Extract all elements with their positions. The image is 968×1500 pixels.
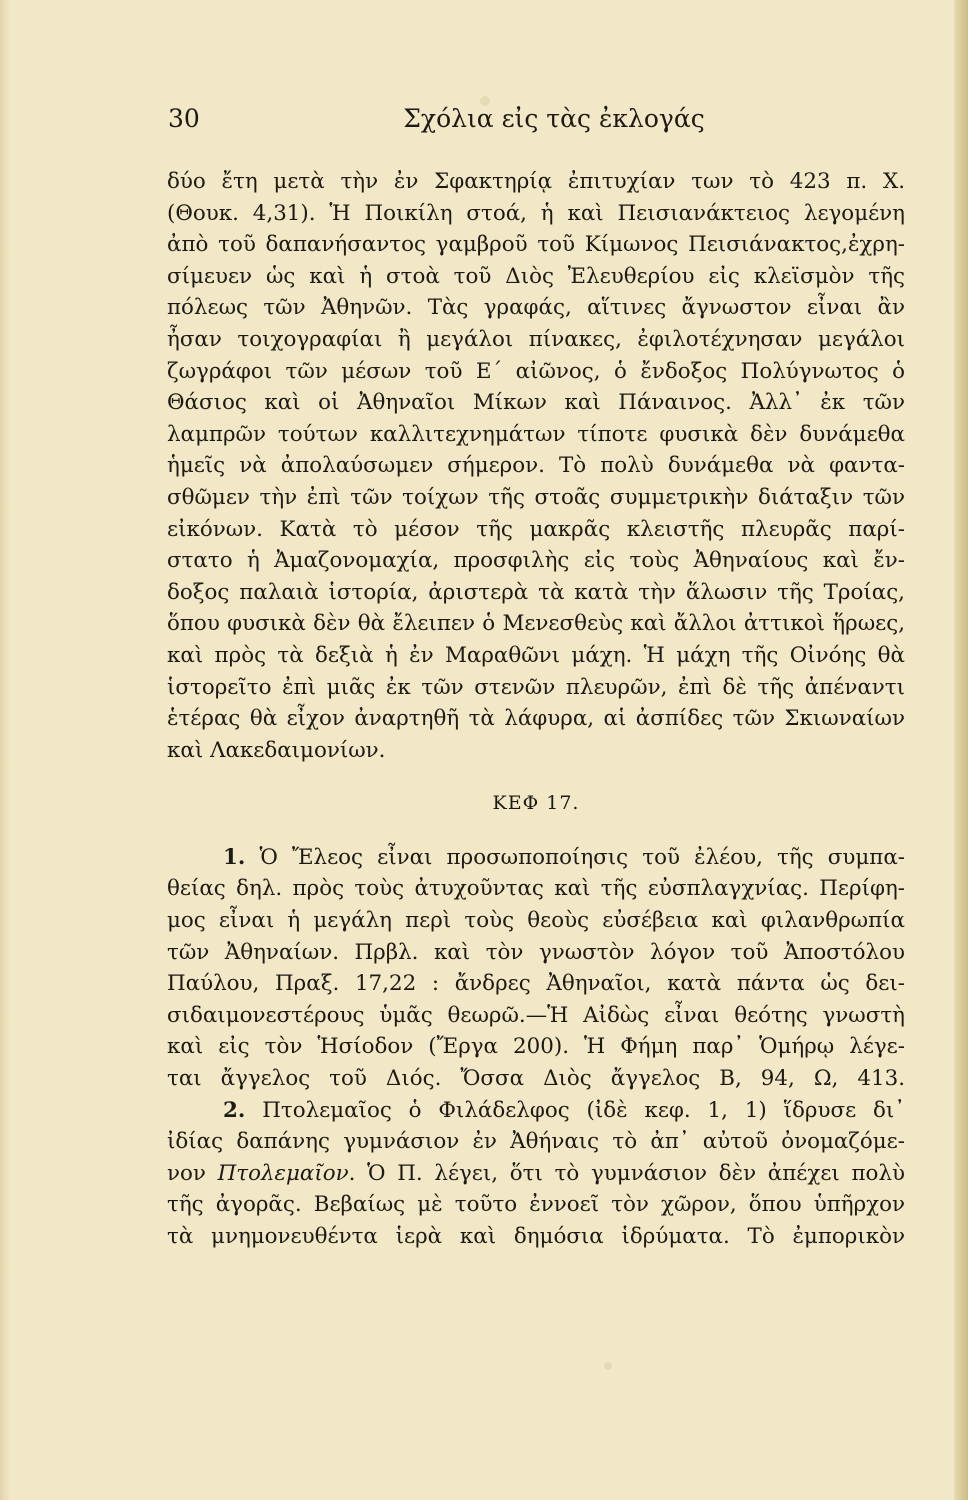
running-title: Σχόλια εἰς τὰς ἐκλογάς [403,104,705,133]
text-line: δοξος παλαιὰ ἱστορία, ἀριστερὰ τὰ κατὰ τὴν ἅλωσιν τῆς Τροίας, [167,579,905,605]
text-line: ἀπὸ τοῦ δαπανήσαντος γαμβροῦ τοῦ Κίμωνος Πεισιάνακτος,ἐχρη- [167,232,905,258]
paragraph-3 [167,1095,905,1253]
text-line: θείας δηλ. πρὸς τοὺς ἀτυχοῦντας καὶ τῆς εὐσπλαγχνίας. Περίφη- [167,876,905,902]
text-line: Θάσιος καὶ οἱ Ἀθηναῖοι Μίκων καὶ Πάναινος. Ἀλλ᾽ ἐκ τῶν [167,390,905,416]
paragraph-1 [167,166,905,766]
page-edge-right [954,0,968,1500]
text-line [167,1158,905,1190]
text-line: σθῶμεν τὴν ἐπὶ τῶν τοίχων τῆς στοᾶς συμμετρικὴν διάταξιν τῶν [167,484,905,510]
note-number: 2. [223,1097,246,1123]
text-line: στατο ἡ Ἀμαζονομαχία, προσφιλὴς εἰς τοὺς Ἀθηναίους καὶ ἔν- [167,548,905,574]
page-header [160,104,908,144]
text-line-content: Ὁ Ἔλεος εἶναι προσωποποίησις τοῦ ἐλέου, τῆς συμπα- [259,844,905,870]
paragraph-2 [167,842,905,1095]
text-fragment: νον [167,1160,206,1186]
text-line: τῆς ἀγορᾶς. Βεβαίως μὲ τοῦτο ἐννοεῖ τὸν χῶρον, ὅπου ὑπῆρχον [167,1192,905,1218]
text-line: ὅπου φυσικὰ δὲν θὰ ἔλειπεν ὁ Μενεσθεὺς καὶ ἄλλοι ἀττικοὶ ἥρωες, [167,611,905,637]
text-line: ἑτέρας θὰ εἶχον ἀναρτηθῆ τὰ λάφυρα, αἱ ἀσπίδες τῶν Σκιωναίων [167,706,905,732]
text-line: ἰδίας δαπάνης γυμνάσιον ἐν Ἀθήναις τὸ ἀπ᾽ αὐτοῦ ὀνομαζόμε- [167,1129,905,1155]
text-line: καὶ πρὸς τὰ δεξιὰ ἡ ἐν Μαραθῶνι μάχη. Ἡ μάχη τῆς Οἰνόης θὰ [167,642,905,668]
text-line: ἱστορεῖτο ἐπὶ μιᾶς ἐκ τῶν στενῶν πλευρῶν, ἐπὶ δὲ τῆς ἀπέναντι [167,674,905,700]
text-line: Παύλου, Πραξ. 17,22 : ἄνδρες Ἀθηναῖοι, κατὰ πάντα ὡς δει- [167,971,905,997]
paper-stain [604,1362,612,1370]
text-line [167,842,905,874]
text-line: καὶ εἰς τὸν Ἡσίοδον (Ἔργα 200). Ἡ Φήμη παρ᾽ Ὁμήρῳ λέγε- [167,1034,905,1060]
text-line-content: Πτολεμαῖος ὁ Φιλάδελφος (ἰδὲ κεφ. 1, 1) ἵδρυσε δι᾽ [262,1097,905,1123]
text-line: πόλεως τῶν Ἀθηνῶν. Τὰς γραφάς, αἵτινες ἄγνωστον εἶναι ἂν [167,295,905,321]
body-text [167,166,905,1253]
page-edge-left [0,0,10,1500]
text-line: ἡμεῖς νὰ ἀπολαύσωμεν σήμερον. Τὸ πολὺ δυνάμεθα νὰ φαντα- [167,453,905,479]
text-line: δύο ἔτη μετὰ τὴν ἐν Σφακτηρίᾳ ἐπιτυχίαν των τὸ 423 π. Χ. [167,169,905,194]
text-line: καὶ Λακεδαιμονίων. [167,737,386,763]
text-line: μος εἶναι ἡ μεγάλη περὶ τοὺς θεοὺς εὐσέβεια καὶ φιλανθρωπία [167,908,905,934]
text-line: σίμευεν ὡς καὶ ἡ στοὰ τοῦ Διὸς Ἐλευθερίου εἰς κλεϊσμὸν τῆς [167,263,905,289]
text-line: τὰ μνημονευθέντα ἱερὰ καὶ δημόσια ἱδρύματα. Τὸ ἐμπορικὸν [167,1224,905,1249]
text-line: τῶν Ἀθηναίων. Πρβλ. καὶ τὸν γνωστὸν λόγον τοῦ Ἀποστόλου [167,939,905,965]
text-line: σιδαιμονεστέρους ὑμᾶς θεωρῶ.—Ἡ Αἰδὼς εἶναι θεότης γνωστὴ [167,1002,905,1028]
text-fragment: . Ὁ Π. λέγει, ὅτι τὸ γυμνάσιον δὲν ἀπέχει πολὺ [348,1160,905,1186]
text-line: ζωγράφοι τῶν μέσων τοῦ Ε΄ αἰῶνος, ὁ ἔνδοξος Πολύγνωτος ὁ [167,358,905,384]
text-line: ται ἄγγελος τοῦ Διός. Ὄσσα Διὸς ἄγγελος Β, 94, Ω, 413. [167,1066,905,1092]
text-line: (Θουκ. 4,31). Ἡ Ποικίλη στοά, ἡ καὶ Πεισιανάκτειος λεγομένη [167,200,905,226]
text-line: ἦσαν τοιχογραφίαι ἢ μεγάλοι πίνακες, ἐφιλοτέχνησαν μεγάλοι [167,326,905,352]
page-number: 30 [168,104,200,133]
text-line [167,1095,905,1127]
text-line: εἰκόνων. Κατὰ τὸ μέσον τῆς μακρᾶς κλειστῆς πλευρᾶς παρί- [167,516,905,542]
italic-name: Πτολεμαῖον [217,1160,349,1186]
note-number: 1. [223,844,246,870]
text-line: λαμπρῶν τούτων καλλιτεχνημάτων τίποτε φυσικὰ δὲν δυνάμεθα [167,421,905,447]
section-heading: ΚΕΦ 17. [492,792,580,815]
